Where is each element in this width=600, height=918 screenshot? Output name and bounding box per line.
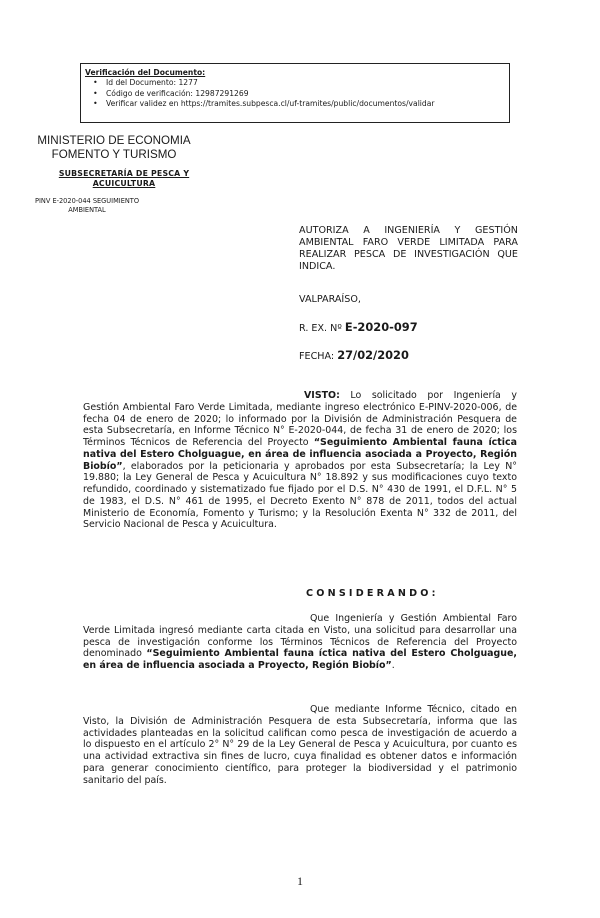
resolution-date — [299, 348, 409, 362]
pinv-line-1: PINV E-2020-044 SEGUIMIENTO — [34, 197, 140, 205]
visto-project-title: “Seguimiento Ambiental fauna íctica nativa del Estero Cholguague, en área de influencia asociada a Proyecto, Región Biobío” — [83, 437, 517, 472]
pinv-reference — [22, 197, 152, 215]
verification-code: • Código de verificación: 12987291269 — [106, 89, 509, 100]
ministry-line-1: MINISTERIO DE ECONOMIA — [37, 134, 191, 147]
p1-text-a: Que Ingeniería y Gestión Ambiental Faro Verde Limitada ingresó mediante carta citada en Visto, una solicitud para desarrollar una pesca de investigación conforme los Términos Técnicos de Referencia del Proyecto denominado — [83, 613, 517, 660]
subsecretaria-line-1: SUBSECRETARÍA DE PESCA Y — [58, 169, 190, 178]
visto-label: VISTO: — [304, 390, 340, 401]
subsecretaria-line-2: ACUICULTURA — [92, 179, 156, 188]
resolution-number-value: E-2020-097 — [344, 320, 418, 334]
considerando-paragraph-1 — [83, 613, 517, 672]
resolution-subject: AUTORIZA A INGENIERÍA Y GESTIÓN AMBIENTAL FARO VERDE LIMITADA PARA REALIZAR PESCA DE INVESTIGACIÓN QUE INDICA. — [299, 225, 518, 272]
verification-url[interactable]: • Verificar validez en https://tramites.subpesca.cl/uf-tramites/public/documentos/validar — [106, 99, 509, 110]
ministry-name — [34, 134, 194, 162]
considerando-heading: CONSIDERANDO: — [306, 588, 439, 599]
city-line: VALPARAÍSO, — [299, 294, 361, 305]
page-number: 1 — [297, 874, 303, 888]
ministry-line-2: FOMENTO Y TURISMO — [51, 148, 177, 161]
resolution-date-label: FECHA: — [299, 351, 335, 362]
resolution-date-value: 27/02/2020 — [337, 348, 409, 362]
pinv-line-2: AMBIENTAL — [68, 206, 106, 214]
verification-box — [80, 63, 510, 123]
subsecretaria-name — [34, 169, 214, 189]
p1-project-title: “Seguimiento Ambiental fauna íctica nativa del Estero Cholguague, en área de influencia asociada a Proyecto, Región Biobío” — [83, 648, 518, 671]
resolution-number — [299, 320, 418, 334]
resolution-number-label: R. EX. Nº — [299, 323, 342, 334]
considerando-paragraph-2: Que mediante Informe Técnico, citado en Visto, la División de Administración Pesquera de esta Subsecretaría, informa que las actividades planteadas en la solicitud califican como pesca de investigación de acuerdo a lo dispuesto en el artículo 2° N° 29 de la Ley General de Pesca y Acuicultura, por cuanto es una actividad extractiva sin fines de lucro, cuya finalidad es obtener datos e información para generar conocimiento científico, para proteger la biodiversidad y el patrimonio sanitario del país. — [83, 704, 517, 786]
verification-id: • Id del Documento: 1277 — [106, 78, 509, 89]
visto-paragraph — [83, 390, 517, 531]
verification-list — [84, 78, 509, 110]
verification-title: Verificación del Documento: — [85, 68, 206, 77]
visto-text-b: , elaborados por la peticionaria y aprobados por esta Subsecretaría; la Ley N° 19.880; la Ley General de Pesca y Acuicultura N° 18.892 y sus modificaciones cuyo texto refundido, coordinado y sistematizado fue fijado por el D.S. N° 430 de 1991, el D.F.L. N° 5 de 1983, el D.S. N° 461 de 1995, el Decreto Exento N° 878 de 2011, todos del actual Ministerio de Economía, Fomento y Turismo; y la Resolución Exenta N° 332 de 2011, del Servicio Nacional de Pesca y Acuicultura. — [83, 460, 517, 531]
visto-text-a: Lo solicitado por Ingeniería y Gestión Ambiental Faro Verde Limitada, mediante ingreso electrónico E-PINV-2020-006, de fecha 04 de enero de 2020; lo informado por la División de Administración Pesquera de esta Subsecretaría, en Informe Técnico N° E-2020-044, de fecha 31 de enero de 2020; los Términos Técnicos de Referencia del Proyecto — [83, 390, 517, 448]
p1-text-b: . — [391, 660, 395, 671]
